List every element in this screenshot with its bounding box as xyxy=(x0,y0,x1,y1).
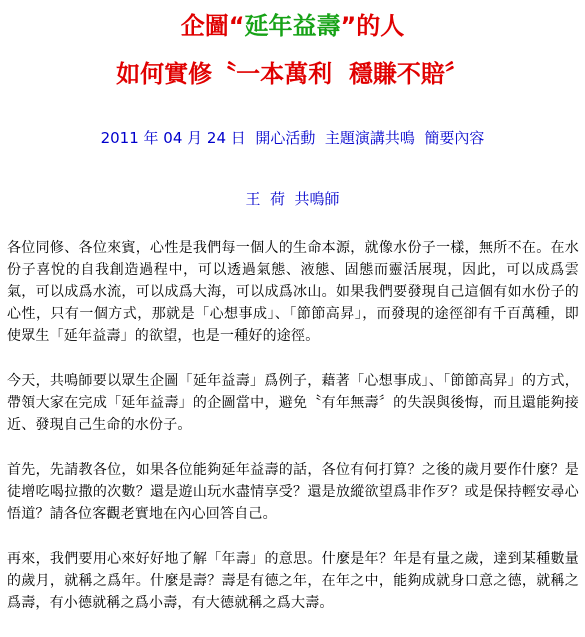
title-highlight: 延年益壽 xyxy=(244,12,341,40)
main-subtitle: 如何實修〝一本萬利 穩賺不賠〞 xyxy=(116,60,469,88)
article-body xyxy=(7,237,579,637)
paragraph: 今天，共鳴師要以眾生企圖「延年益壽」爲例子，藉著「心想事成」、「節節高昇」的方式，帶領大家在完成「延年益壽」的企圖當中，避免〝有年無壽〞的失誤與後悔，而且還能夠接近、發現自己生命的水份子。 xyxy=(7,373,579,433)
event-info: 2011 年 04 月 24 日 開心活動 主題演講共鳴 簡要內容 xyxy=(100,129,485,147)
title-suffix: ”的人 xyxy=(340,12,405,40)
main-title xyxy=(0,10,585,42)
speaker-name: 王 荷 共鳴師 xyxy=(245,190,340,208)
title-prefix: 企圖“ xyxy=(180,12,245,40)
paragraph: 再來，我們要用心來好好地了解「年壽」的意思。什麼是年？年是有量之歲，達到某種數量的歲月，就稱之爲年。什麼是壽？壽是有德之年，在年之中，能夠成就身口意之德，就稱之爲壽，有小德就稱之爲小壽，有大德就稱之爲大壽。 xyxy=(7,551,579,611)
paragraph: 各位同修、各位來賓，心性是我們每一個人的生命本源，就像水份子一樣，無所不在。在水份子喜悅的自我創造過程中，可以透過氣態、液態、固態而靈活展現，因此，可以成爲雲氣，可以成爲水流，可以成爲大海，可以成爲冰山。如果我們要發現自己這個有如水份子的心性，只有一個方式，那就是「心想事成」、「節節高昇」，而發現的途徑卻有千百萬種，即使眾生「延年益壽」的欲望，也是一種好的途徑。 xyxy=(7,240,579,344)
paragraph: 首先，先請教各位，如果各位能夠延年益壽的話，各位有何打算？之後的歲月要作什麼？是徒增吃喝拉撒的次數？還是遊山玩水盡情享受？還是放縱欲望爲非作歹？或是保持輕安尋心悟道？請各位客觀老實地在內心回答自己。 xyxy=(7,462,579,522)
